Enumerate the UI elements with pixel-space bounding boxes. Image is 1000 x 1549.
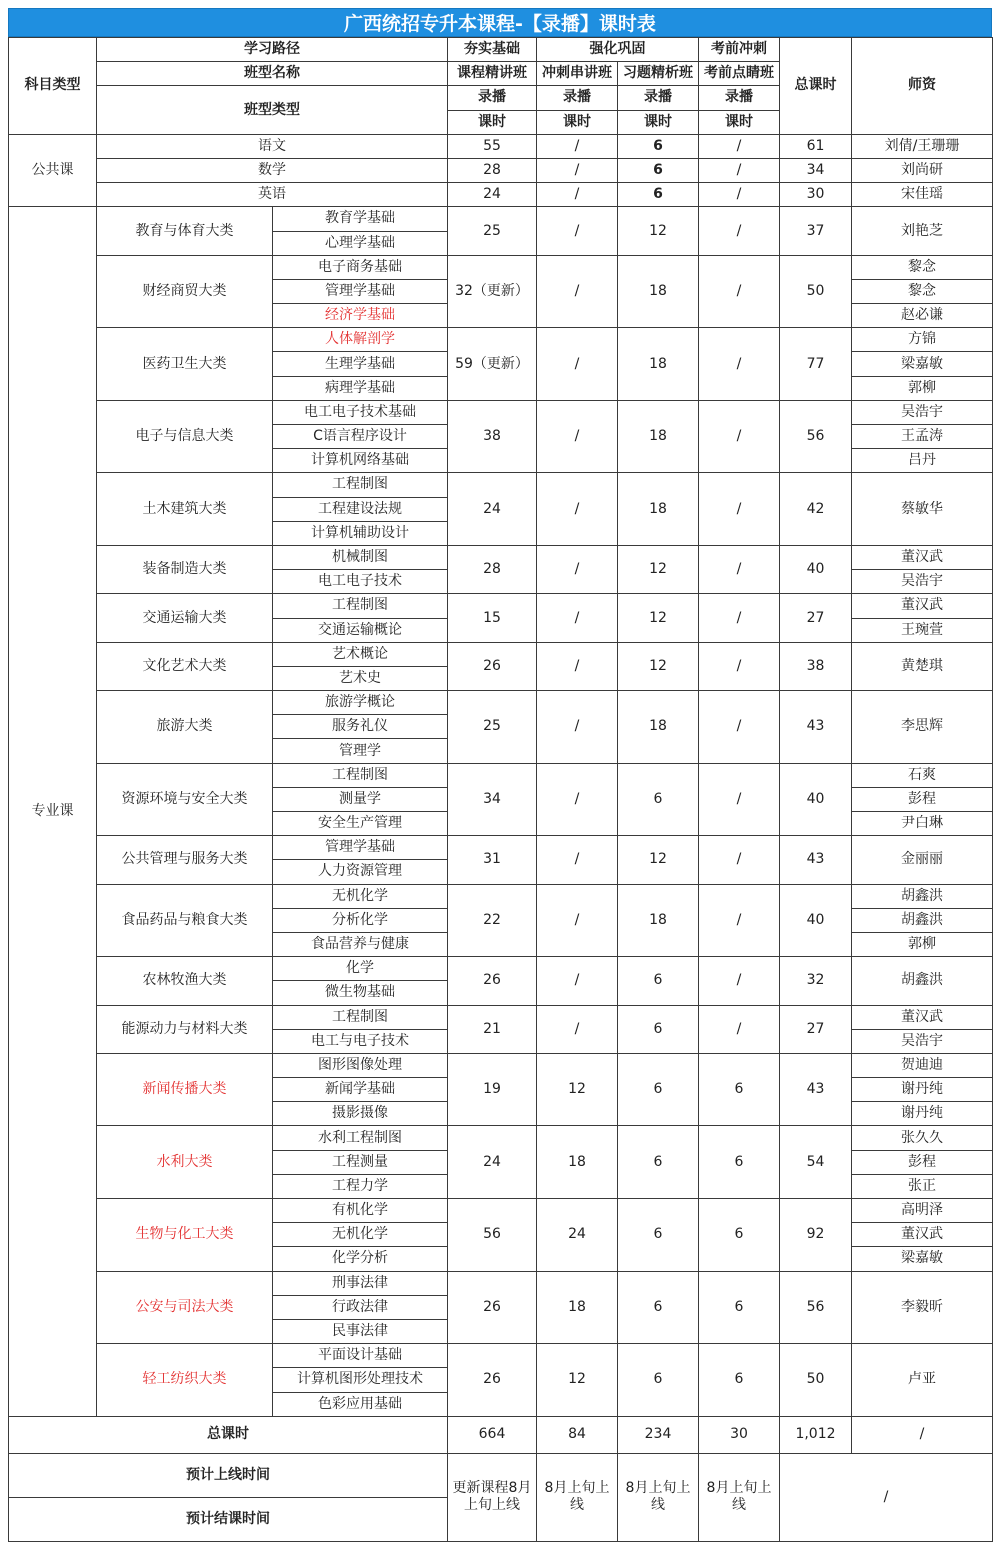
hours-final: 6	[699, 1271, 780, 1344]
subject-name: 电子商务基础	[273, 255, 448, 279]
table-row	[9, 642, 993, 666]
online-time-label: 预计上线时间	[9, 1453, 448, 1497]
hours-sprint-review: /	[537, 763, 618, 836]
hours-foundation: 26	[448, 957, 537, 1005]
hours-exercise: 6	[618, 763, 699, 836]
teacher-name: 董汉武	[852, 1223, 993, 1247]
teacher-name: 王琬萱	[852, 618, 993, 642]
subject-name: 心理学基础	[273, 231, 448, 255]
subject-name: 交通运输概论	[273, 618, 448, 642]
hours-total: 56	[780, 1271, 852, 1344]
teacher-name: 彭程	[852, 787, 993, 811]
subject-name: 化学分析	[273, 1247, 448, 1271]
hours-final: /	[699, 158, 780, 182]
path-header: 学习路径	[97, 38, 448, 62]
hours-total: 40	[780, 763, 852, 836]
table-row	[9, 38, 993, 62]
teacher-name: 张正	[852, 1174, 993, 1198]
subject-name: 人力资源管理	[273, 860, 448, 884]
hours-sprint-review: /	[537, 594, 618, 642]
subject-name: 图形图像处理	[273, 1053, 448, 1077]
hours-total: 27	[780, 594, 852, 642]
subject-name: C语言程序设计	[273, 425, 448, 449]
teacher-name: 吴浩宇	[852, 400, 993, 424]
hours-total: 38	[780, 642, 852, 690]
hours-sprint-review: /	[537, 255, 618, 328]
table-row	[9, 158, 993, 182]
grand-total-label: 总课时	[9, 1416, 448, 1453]
subject-name: 工程制图	[273, 1005, 448, 1029]
hours-exercise: 18	[618, 328, 699, 401]
hours-final: /	[699, 255, 780, 328]
hours-foundation: 24	[448, 183, 537, 207]
total-sprint-review: 84	[537, 1416, 618, 1453]
category-name: 轻工纺织大类	[97, 1344, 273, 1417]
teacher-name: 谢丹纯	[852, 1078, 993, 1102]
subject-name: 有机化学	[273, 1199, 448, 1223]
hours-final: /	[699, 884, 780, 957]
table-row	[9, 473, 993, 497]
category-name: 食品药品与粮食大类	[97, 884, 273, 957]
table-row	[9, 1416, 993, 1453]
online-sprint-review: 8月上旬上线	[537, 1453, 618, 1541]
teacher-name: 贺迪迪	[852, 1053, 993, 1077]
subject-name: 管理学	[273, 739, 448, 763]
table-row	[9, 1126, 993, 1150]
major-course-label: 专业课	[9, 207, 97, 1416]
table-row	[9, 1199, 993, 1223]
hours-foundation: 59（更新）	[448, 328, 537, 401]
hours-sprint-review: /	[537, 328, 618, 401]
teacher-name: 尹白琳	[852, 812, 993, 836]
stage-sprint: 考前冲刺	[699, 38, 780, 62]
category-name: 生物与化工大类	[97, 1199, 273, 1272]
hours-foundation: 38	[448, 400, 537, 473]
teacher-name: 李毅昕	[852, 1271, 993, 1344]
hours-final: 6	[699, 1199, 780, 1272]
subject-name: 工程制图	[273, 473, 448, 497]
category-name: 公安与司法大类	[97, 1271, 273, 1344]
hours-exercise: 18	[618, 884, 699, 957]
hours-exercise: 6	[618, 134, 699, 158]
teacher-name: 刘艳芝	[852, 207, 993, 255]
subject-name: 生理学基础	[273, 352, 448, 376]
schedule-sheet	[8, 8, 992, 1542]
table-row	[9, 1053, 993, 1077]
hours-foundation: 22	[448, 884, 537, 957]
hours-exercise: 6	[618, 957, 699, 1005]
hours-exercise: 6	[618, 1199, 699, 1272]
teacher-name: 彭程	[852, 1150, 993, 1174]
hours-sprint-review: /	[537, 1005, 618, 1053]
teacher-name: 张久久	[852, 1126, 993, 1150]
hours-final: /	[699, 642, 780, 690]
total-teacher: /	[852, 1416, 993, 1453]
subject-name: 服务礼仪	[273, 715, 448, 739]
hours-sprint-review: /	[537, 957, 618, 1005]
table-row	[9, 328, 993, 352]
table-row	[9, 763, 993, 787]
hours-total: 61	[780, 134, 852, 158]
hours-sprint-review: 12	[537, 1053, 618, 1126]
total-foundation: 664	[448, 1416, 537, 1453]
mode-cell: 录播	[618, 86, 699, 110]
end-time-label: 预计结课时间	[9, 1497, 448, 1541]
subject-name: 病理学基础	[273, 376, 448, 400]
total-all: 1,012	[780, 1416, 852, 1453]
hours-foundation: 21	[448, 1005, 537, 1053]
hours-sprint-review: /	[537, 134, 618, 158]
hours-foundation: 32（更新）	[448, 255, 537, 328]
hours-sprint-review: /	[537, 836, 618, 884]
subject-name: 管理学基础	[273, 836, 448, 860]
hours-total: 40	[780, 884, 852, 957]
hours-total: 27	[780, 1005, 852, 1053]
hours-final: /	[699, 594, 780, 642]
teacher-name: 郭柳	[852, 932, 993, 956]
teacher-name: 梁嘉敏	[852, 352, 993, 376]
hours-exercise: 18	[618, 255, 699, 328]
hours-final: 6	[699, 1126, 780, 1199]
teacher-name: 谢丹纯	[852, 1102, 993, 1126]
subject-name: 微生物基础	[273, 981, 448, 1005]
hours-label-cell: 课时	[537, 110, 618, 134]
category-name: 水利大类	[97, 1126, 273, 1199]
hours-total: 56	[780, 400, 852, 473]
hours-sprint-review: /	[537, 400, 618, 473]
category-name: 装备制造大类	[97, 545, 273, 593]
hours-total: 43	[780, 836, 852, 884]
subject-name: 电工电子技术基础	[273, 400, 448, 424]
hours-exercise: 12	[618, 836, 699, 884]
hours-foundation: 24	[448, 473, 537, 546]
hours-total: 50	[780, 1344, 852, 1417]
hours-label-cell: 课时	[618, 110, 699, 134]
teacher-name: 董汉武	[852, 594, 993, 618]
subject-name: 艺术史	[273, 666, 448, 690]
subject-name: 工程制图	[273, 594, 448, 618]
teacher-name: 郭柳	[852, 376, 993, 400]
category-name: 公共管理与服务大类	[97, 836, 273, 884]
hours-final: /	[699, 400, 780, 473]
hours-exercise: 18	[618, 473, 699, 546]
table-row	[9, 691, 993, 715]
teacher-name: 蔡敏华	[852, 473, 993, 546]
category-name: 文化艺术大类	[97, 642, 273, 690]
class-name-2: 冲刺串讲班	[537, 62, 618, 86]
subject-name: 语文	[97, 134, 448, 158]
table-row	[9, 1271, 993, 1295]
teacher-name: 吕丹	[852, 449, 993, 473]
hours-total: 54	[780, 1126, 852, 1199]
category-name: 能源动力与材料大类	[97, 1005, 273, 1053]
mode-cell: 录播	[699, 86, 780, 110]
hours-exercise: 12	[618, 545, 699, 593]
course-hours-table	[8, 37, 993, 1542]
table-row	[9, 1453, 993, 1497]
hours-foundation: 55	[448, 134, 537, 158]
stage-foundation: 夯实基础	[448, 38, 537, 62]
hours-final: /	[699, 473, 780, 546]
table-body	[9, 38, 993, 1542]
subject-name: 无机化学	[273, 884, 448, 908]
hours-total: 43	[780, 1053, 852, 1126]
hours-total: 42	[780, 473, 852, 546]
hours-exercise: 6	[618, 158, 699, 182]
teacher-name: 吴浩宇	[852, 570, 993, 594]
hours-exercise: 6	[618, 1005, 699, 1053]
hours-sprint-review: /	[537, 884, 618, 957]
subject-name: 经济学基础	[273, 304, 448, 328]
teacher-name: 胡鑫洪	[852, 884, 993, 908]
hours-foundation: 25	[448, 207, 537, 255]
subject-name: 电工与电子技术	[273, 1029, 448, 1053]
subject-name: 工程建设法规	[273, 497, 448, 521]
teacher-name: 宋佳瑶	[852, 183, 993, 207]
public-course-label: 公共课	[9, 134, 97, 207]
hours-final: /	[699, 1005, 780, 1053]
class-name-4: 考前点睛班	[699, 62, 780, 86]
subject-name: 食品营养与健康	[273, 932, 448, 956]
teacher-name: 赵必谦	[852, 304, 993, 328]
hours-foundation: 15	[448, 594, 537, 642]
hours-final: /	[699, 328, 780, 401]
subject-name: 管理学基础	[273, 279, 448, 303]
subject-name: 色彩应用基础	[273, 1392, 448, 1416]
hours-final: 6	[699, 1344, 780, 1417]
hours-total: 40	[780, 545, 852, 593]
hours-total: 37	[780, 207, 852, 255]
table-row	[9, 957, 993, 981]
subject-name: 化学	[273, 957, 448, 981]
hours-foundation: 26	[448, 1344, 537, 1417]
hours-sprint-review: /	[537, 691, 618, 764]
category-name: 财经商贸大类	[97, 255, 273, 328]
teacher-name: 王孟涛	[852, 425, 993, 449]
hours-exercise: 6	[618, 183, 699, 207]
class-type-header: 班型类型	[97, 86, 448, 134]
subject-name: 计算机图形处理技术	[273, 1368, 448, 1392]
subject-name: 测量学	[273, 787, 448, 811]
hours-foundation: 28	[448, 158, 537, 182]
hours-label-cell: 课时	[699, 110, 780, 134]
hours-total: 77	[780, 328, 852, 401]
hours-sprint-review: /	[537, 545, 618, 593]
table-row	[9, 1344, 993, 1368]
hours-final: /	[699, 957, 780, 1005]
hours-foundation: 34	[448, 763, 537, 836]
hours-total: 32	[780, 957, 852, 1005]
subject-name: 刑事法律	[273, 1271, 448, 1295]
hours-sprint-review: /	[537, 183, 618, 207]
hours-sprint-review: 24	[537, 1199, 618, 1272]
subject-name: 计算机辅助设计	[273, 521, 448, 545]
hours-foundation: 24	[448, 1126, 537, 1199]
class-name-header: 班型名称	[97, 62, 448, 86]
hours-exercise: 18	[618, 691, 699, 764]
subject-name: 行政法律	[273, 1295, 448, 1319]
teacher-name: 黎念	[852, 279, 993, 303]
hours-sprint-review: /	[537, 207, 618, 255]
hours-foundation: 26	[448, 642, 537, 690]
teacher-name: 胡鑫洪	[852, 957, 993, 1005]
online-foundation: 更新课程8月上旬上线	[448, 1453, 537, 1541]
subject-name: 英语	[97, 183, 448, 207]
hours-final: /	[699, 134, 780, 158]
hours-sprint-review: 18	[537, 1126, 618, 1199]
category-name: 旅游大类	[97, 691, 273, 764]
mode-cell: 录播	[537, 86, 618, 110]
category-name: 医药卫生大类	[97, 328, 273, 401]
hours-final: /	[699, 545, 780, 593]
hours-exercise: 6	[618, 1271, 699, 1344]
teacher-name: 黎念	[852, 255, 993, 279]
category-name: 电子与信息大类	[97, 400, 273, 473]
table-row	[9, 594, 993, 618]
subject-name: 机械制图	[273, 545, 448, 569]
subject-type-header: 科目类型	[9, 38, 97, 135]
hours-final: 6	[699, 1053, 780, 1126]
subject-name: 计算机网络基础	[273, 449, 448, 473]
hours-sprint-review: /	[537, 642, 618, 690]
teacher-name: 高明泽	[852, 1199, 993, 1223]
hours-total: 92	[780, 1199, 852, 1272]
hours-exercise: 6	[618, 1344, 699, 1417]
teacher-name: 胡鑫洪	[852, 908, 993, 932]
total-final: 30	[699, 1416, 780, 1453]
teacher-name: 刘尚研	[852, 158, 993, 182]
teacher-name: 董汉武	[852, 1005, 993, 1029]
teacher-name: 金丽丽	[852, 836, 993, 884]
hours-total: 50	[780, 255, 852, 328]
category-name: 土木建筑大类	[97, 473, 273, 546]
teacher-name: 董汉武	[852, 545, 993, 569]
category-name: 教育与体育大类	[97, 207, 273, 255]
total-hours-header: 总课时	[780, 38, 852, 135]
hours-foundation: 26	[448, 1271, 537, 1344]
table-row	[9, 884, 993, 908]
schedule-rest: /	[780, 1453, 993, 1541]
hours-final: /	[699, 763, 780, 836]
table-row	[9, 207, 993, 231]
subject-name: 电工电子技术	[273, 570, 448, 594]
subject-name: 工程测量	[273, 1150, 448, 1174]
hours-exercise: 12	[618, 207, 699, 255]
table-row	[9, 545, 993, 569]
hours-final: /	[699, 836, 780, 884]
category-name: 交通运输大类	[97, 594, 273, 642]
hours-exercise: 6	[618, 1126, 699, 1199]
hours-foundation: 25	[448, 691, 537, 764]
teacher-name: 刘倩/王珊珊	[852, 134, 993, 158]
teacher-name: 吴浩宇	[852, 1029, 993, 1053]
subject-name: 新闻学基础	[273, 1078, 448, 1102]
hours-exercise: 12	[618, 594, 699, 642]
hours-foundation: 28	[448, 545, 537, 593]
online-exercise: 8月上旬上线	[618, 1453, 699, 1541]
hours-sprint-review: 12	[537, 1344, 618, 1417]
table-row	[9, 255, 993, 279]
subject-name: 平面设计基础	[273, 1344, 448, 1368]
subject-name: 水利工程制图	[273, 1126, 448, 1150]
table-row	[9, 836, 993, 860]
hours-exercise: 6	[618, 1053, 699, 1126]
hours-foundation: 31	[448, 836, 537, 884]
teacher-name: 黄楚琪	[852, 642, 993, 690]
teacher-name: 梁嘉敏	[852, 1247, 993, 1271]
subject-name: 艺术概论	[273, 642, 448, 666]
subject-name: 数学	[97, 158, 448, 182]
teachers-header: 师资	[852, 38, 993, 135]
hours-label-cell: 课时	[448, 110, 537, 134]
subject-name: 无机化学	[273, 1223, 448, 1247]
category-name: 农林牧渔大类	[97, 957, 273, 1005]
mode-cell: 录播	[448, 86, 537, 110]
subject-name: 旅游学概论	[273, 691, 448, 715]
hours-total: 34	[780, 158, 852, 182]
hours-total: 43	[780, 691, 852, 764]
subject-name: 工程制图	[273, 763, 448, 787]
subject-name: 摄影摄像	[273, 1102, 448, 1126]
subject-name: 人体解剖学	[273, 328, 448, 352]
hours-final: /	[699, 691, 780, 764]
hours-sprint-review: 18	[537, 1271, 618, 1344]
table-row	[9, 183, 993, 207]
teacher-name: 卢亚	[852, 1344, 993, 1417]
subject-name: 民事法律	[273, 1319, 448, 1343]
hours-sprint-review: /	[537, 473, 618, 546]
hours-total: 30	[780, 183, 852, 207]
table-row	[9, 1005, 993, 1029]
page-title: 广西统招专升本课程-【录播】课时表	[8, 8, 992, 37]
hours-exercise: 18	[618, 400, 699, 473]
teacher-name: 石爽	[852, 763, 993, 787]
subject-name: 安全生产管理	[273, 812, 448, 836]
class-name-1: 课程精讲班	[448, 62, 537, 86]
class-name-3: 习题精析班	[618, 62, 699, 86]
subject-name: 工程力学	[273, 1174, 448, 1198]
online-final: 8月上旬上线	[699, 1453, 780, 1541]
teacher-name: 李思辉	[852, 691, 993, 764]
category-name: 新闻传播大类	[97, 1053, 273, 1126]
hours-exercise: 12	[618, 642, 699, 690]
hours-sprint-review: /	[537, 158, 618, 182]
subject-name: 分析化学	[273, 908, 448, 932]
teacher-name: 方锦	[852, 328, 993, 352]
hours-final: /	[699, 207, 780, 255]
category-name: 资源环境与安全大类	[97, 763, 273, 836]
stage-consolidation: 强化巩固	[537, 38, 699, 62]
hours-final: /	[699, 183, 780, 207]
hours-foundation: 19	[448, 1053, 537, 1126]
total-exercise: 234	[618, 1416, 699, 1453]
table-row	[9, 400, 993, 424]
table-row	[9, 134, 993, 158]
hours-foundation: 56	[448, 1199, 537, 1272]
subject-name: 教育学基础	[273, 207, 448, 231]
